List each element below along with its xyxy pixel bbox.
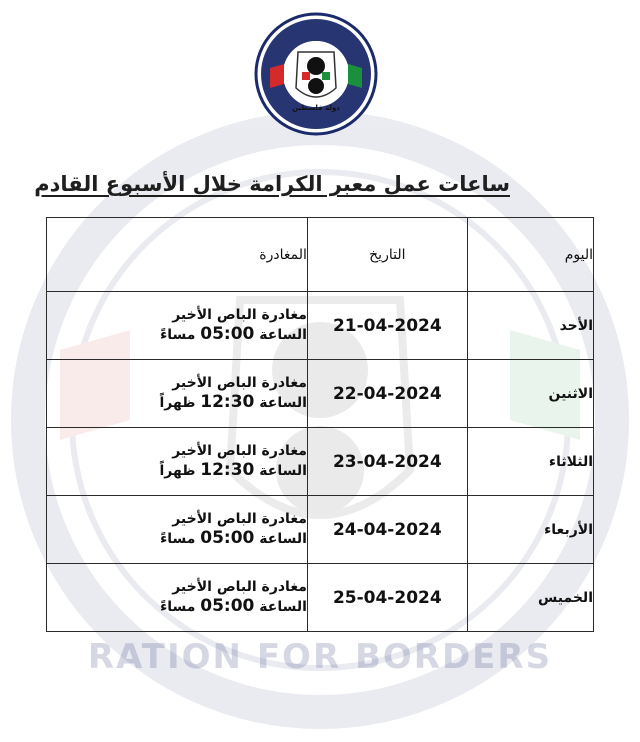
header-day: اليوم [467, 218, 593, 292]
departure-time-line [47, 529, 307, 549]
time-label: الساعة [259, 395, 307, 411]
row-date: 22-04-2024 [307, 360, 467, 428]
departure-time: 05:00 [200, 596, 255, 616]
departure-time-line [47, 393, 307, 413]
table-row [47, 496, 594, 564]
table-row [47, 292, 594, 360]
row-day: الخميس [467, 564, 593, 632]
departure-line: مغادرة الباص الأخير [172, 443, 307, 459]
departure-time: 05:00 [200, 528, 255, 548]
row-departure [47, 292, 308, 360]
table-row [47, 564, 594, 632]
row-date: 23-04-2024 [307, 428, 467, 496]
schedule-table [46, 217, 594, 632]
table-row [47, 428, 594, 496]
departure-line: مغادرة الباص الأخير [172, 579, 307, 595]
logo-emblem [254, 12, 378, 148]
departure-line: مغادرة الباص الأخير [172, 307, 307, 323]
logo-state-name: دولة فلسطين [292, 104, 340, 112]
row-day: الأحد [467, 292, 593, 360]
row-date: 24-04-2024 [307, 496, 467, 564]
departure-time-line [47, 461, 307, 481]
row-day: الاثنين [467, 360, 593, 428]
time-label: الساعة [259, 599, 307, 615]
departure-time: 12:30 [200, 460, 255, 480]
table-row [47, 360, 594, 428]
time-label: الساعة [259, 463, 307, 479]
row-departure [47, 564, 308, 632]
header-departure: المغادرة [47, 218, 308, 292]
time-period: مساءً [160, 327, 196, 343]
departure-line: مغادرة الباص الأخير [172, 511, 307, 527]
time-label: الساعة [259, 327, 307, 343]
departure-time-line [47, 597, 307, 617]
table-header-row [47, 218, 594, 292]
row-departure [47, 496, 308, 564]
svg-text:RATION FOR BORDERS: RATION FOR BORDERS [87, 637, 553, 677]
departure-line: مغادرة الباص الأخير [172, 375, 307, 391]
page-title: ساعات عمل معبر الكرامة خلال الأسبوع القادم [34, 172, 510, 196]
row-departure [47, 360, 308, 428]
row-date: 21-04-2024 [307, 292, 467, 360]
row-departure [47, 428, 308, 496]
row-day: الأربعاء [467, 496, 593, 564]
departure-time: 12:30 [200, 392, 255, 412]
header-date: التاريخ [307, 218, 467, 292]
departure-time: 05:00 [200, 324, 255, 344]
time-period: ظهراً [159, 395, 196, 411]
row-day: الثلاثاء [467, 428, 593, 496]
time-label: الساعة [259, 531, 307, 547]
time-period: ظهراً [159, 463, 196, 479]
departure-time-line [47, 325, 307, 345]
row-date: 25-04-2024 [307, 564, 467, 632]
time-period: مساءً [160, 531, 196, 547]
time-period: مساءً [160, 599, 196, 615]
